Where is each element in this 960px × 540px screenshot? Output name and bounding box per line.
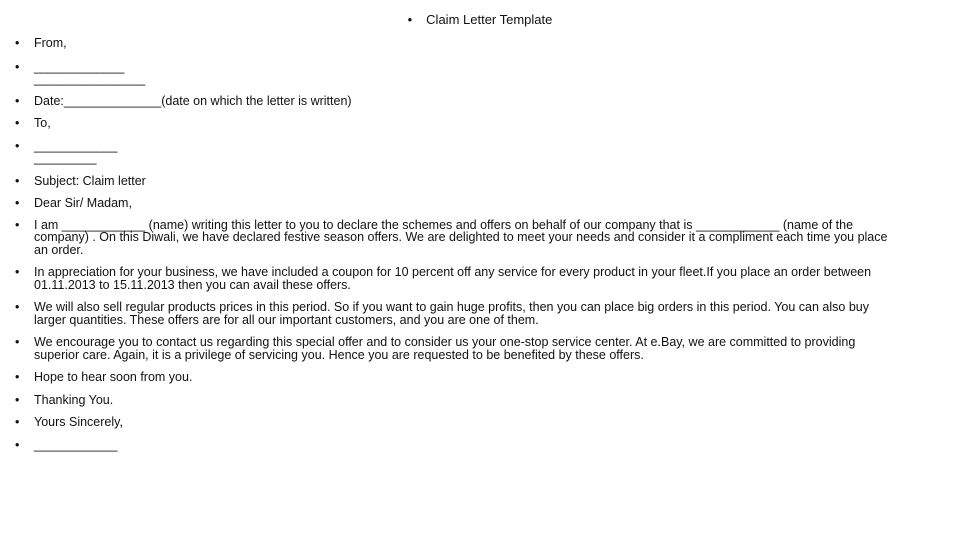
list-item-date: • Date:______________(date on which the letter is written) bbox=[0, 95, 900, 108]
list-item-paragraph-coupon: • In appreciation for your business, we have included a coupon for 10 percent off any service for every product in your fleet.If you place an order between 01.11.2013 to 15.11.2013 then you can avail these offers. bbox=[0, 266, 900, 291]
list-item-recipient-blank: • ____________ _________ bbox=[0, 140, 900, 165]
list-item-closing: • Hope to hear soon from you. bbox=[0, 371, 900, 384]
list-item-thanks: • Thanking You. bbox=[0, 394, 900, 407]
list-item-paragraph-intro: • I am ____________ (name) writing this letter to you to declare the schemes and offers on behalf of our company that is ____________ (name of the company) . On this Diwali, we have declared festive season offers. We are delighted to meet your needs and consider it a compliment each time you place an order. bbox=[0, 219, 900, 257]
list-item-subject: • Subject: Claim letter bbox=[0, 175, 900, 188]
list-item-salutation: • Dear Sir/ Madam, bbox=[0, 197, 900, 210]
list-item-paragraph-prices: • We will also sell regular products prices in this period. So if you want to gain huge profits, then you can place big orders in this period. You can also buy larger quantities. These offers are for all our important customers, and you are one of them. bbox=[0, 301, 900, 326]
list-item-paragraph-contact: • We encourage you to contact us regarding this special offer and to consider us your one-stop service center. At e.Bay, we are committed to providing superior care. Again, it is a privilege of servicing you. Hence you are requested to be benefited by these offers. bbox=[0, 336, 900, 361]
list-item-sender-blank: • _____________ ________________ bbox=[0, 61, 900, 86]
list-item-to: • To, bbox=[0, 117, 900, 130]
title-bullet: • bbox=[407, 12, 413, 27]
letter-body-list bbox=[0, 35, 900, 451]
list-item-signature-blank: • ____________ bbox=[0, 439, 900, 452]
document-title bbox=[0, 12, 960, 28]
document-title-text: Claim Letter Template bbox=[426, 12, 553, 27]
list-item-from: • From, bbox=[0, 37, 900, 50]
list-item-sign-off: • Yours Sincerely, bbox=[0, 416, 900, 429]
